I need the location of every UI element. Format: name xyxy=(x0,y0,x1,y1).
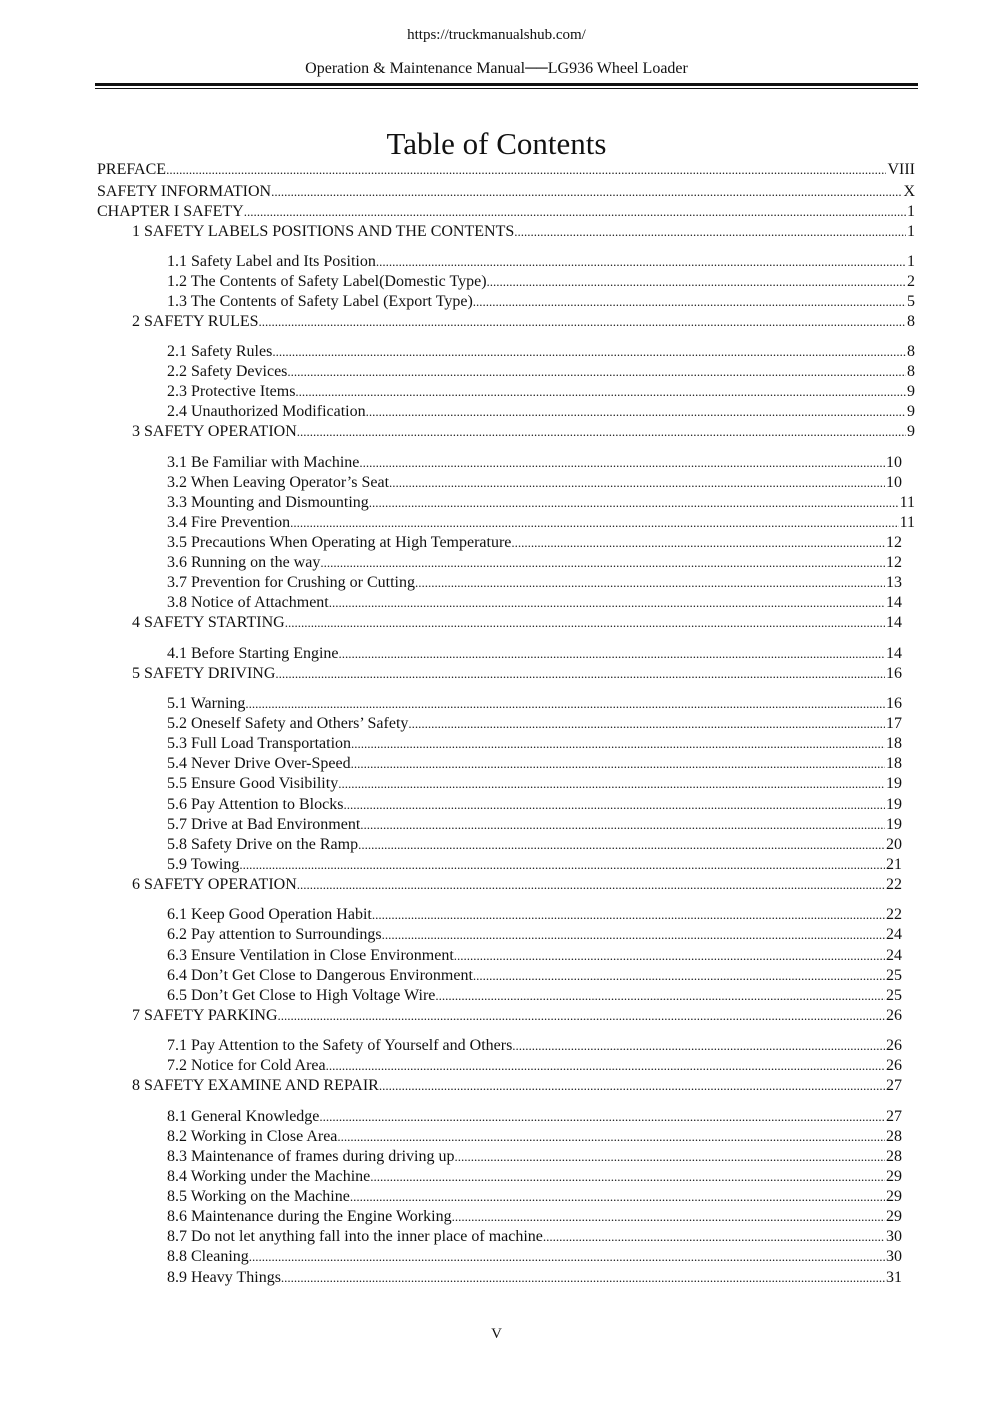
toc-entry: 1 SAFETY LABELS POSITIONS AND THE CONTENTS ..... 1 xyxy=(132,222,915,242)
toc-entry: PREFACE ..... VIII xyxy=(97,160,915,180)
toc-entry: 3.4 Fire Prevention ..... 11 xyxy=(167,513,915,533)
toc-entry: 8 SAFETY EXAMINE AND REPAIR ..... 27 xyxy=(132,1076,902,1096)
toc-entry: 6.2 Pay attention to Surroundings ..... 24 xyxy=(167,925,902,945)
toc-entry: 8.7 Do not let anything fall into the inner place of machine ..... 30 xyxy=(167,1227,902,1247)
toc-entry: 5.1 Warning ..... 16 xyxy=(167,694,902,714)
toc-entry: 5.4 Never Drive Over-Speed ..... 18 xyxy=(167,754,902,774)
toc-entry: 7 SAFETY PARKING ..... 26 xyxy=(132,1006,902,1026)
toc-entry: 8.8 Cleaning ..... 30 xyxy=(167,1247,902,1267)
toc-entry: 6.1 Keep Good Operation Habit ..... 22 xyxy=(167,905,902,925)
toc-entry: 3.7 Prevention for Crushing or Cutting ..... 13 xyxy=(167,573,902,593)
toc-entry: 8.9 Heavy Things ..... 31 xyxy=(167,1268,902,1288)
toc-entry: 1.3 The Contents of Safety Label (Export Type) ..... 5 xyxy=(167,292,915,312)
toc-entry: 1.2 The Contents of Safety Label(Domestic Type) ..... 2 xyxy=(167,272,915,292)
toc-entry: 2.1 Safety Rules ..... 8 xyxy=(167,342,915,362)
toc-entry: 3.5 Precautions When Operating at High Temperature ..... 12 xyxy=(167,533,902,553)
toc-entry: 2.4 Unauthorized Modification ..... 9 xyxy=(167,402,915,422)
toc-entry: 7.1 Pay Attention to the Safety of Yourself and Others ..... 26 xyxy=(167,1036,902,1056)
toc-entry: 3.1 Be Familiar with Machine ..... 10 xyxy=(167,453,902,473)
toc-entry: 6.4 Don’t Get Close to Dangerous Environment ..... 25 xyxy=(167,966,902,986)
toc-entry: 6.3 Ensure Ventilation in Close Environment ..... 24 xyxy=(167,946,902,966)
toc-entry: 8.2 Working in Close Area ..... 28 xyxy=(167,1127,902,1147)
toc-entry: 3.2 When Leaving Operator’s Seat ..... 10 xyxy=(167,473,902,493)
toc-entry: 3.8 Notice of Attachment ..... 14 xyxy=(167,593,902,613)
toc-entry: 6 SAFETY OPERATION ..... 22 xyxy=(132,875,902,895)
running-header: Operation & Maintenance Manual──LG936 Wheel Loader xyxy=(305,60,688,77)
toc-entry: 7.2 Notice for Cold Area ..... 26 xyxy=(167,1056,902,1076)
toc-entry: CHAPTER I SAFETY ..... 1 xyxy=(97,202,915,222)
toc-entry: 5.9 Towing ..... 21 xyxy=(167,855,902,875)
toc-entry: 8.5 Working on the Machine ..... 29 xyxy=(167,1187,902,1207)
page-title: Table of Contents xyxy=(386,126,607,161)
page-number: V xyxy=(491,1326,502,1342)
toc-entry: 5.6 Pay Attention to Blocks ..... 19 xyxy=(167,795,902,815)
toc-entry: 5 SAFETY DRIVING ..... 16 xyxy=(132,664,902,684)
toc-entry: 3.6 Running on the way ..... 12 xyxy=(167,553,902,573)
toc-entry: 4.1 Before Starting Engine ..... 14 xyxy=(167,644,902,664)
header-rule-thick xyxy=(95,83,918,86)
source-url: https://truckmanualshub.com/ xyxy=(407,27,586,43)
toc-entry: 6.5 Don’t Get Close to High Voltage Wire ..... 25 xyxy=(167,986,902,1006)
toc-entry: 8.6 Maintenance during the Engine Working ..... 29 xyxy=(167,1207,902,1227)
toc-entry: 4 SAFETY STARTING ..... 14 xyxy=(132,613,902,633)
toc-entry: 8.1 General Knowledge ..... 27 xyxy=(167,1107,902,1127)
toc-entry: 8.4 Working under the Machine ..... 29 xyxy=(167,1167,902,1187)
toc-entry: 1.1 Safety Label and Its Position ..... 1 xyxy=(167,252,915,272)
toc-entry: 5.3 Full Load Transportation ..... 18 xyxy=(167,734,902,754)
toc-entry: 5.7 Drive at Bad Environment ..... 19 xyxy=(167,815,902,835)
toc-entry: 2.2 Safety Devices ..... 8 xyxy=(167,362,915,382)
toc-entry: 3.3 Mounting and Dismounting ..... 11 xyxy=(167,493,915,513)
toc-entry: 5.2 Oneself Safety and Others’ Safety ..... 17 xyxy=(167,714,902,734)
toc-entry: 8.3 Maintenance of frames during driving up ..... 28 xyxy=(167,1147,902,1167)
toc-entry: 5.5 Ensure Good Visibility ..... 19 xyxy=(167,774,902,794)
toc-entry: SAFETY INFORMATION ..... X xyxy=(97,182,915,202)
toc-entry: 2 SAFETY RULES ..... 8 xyxy=(132,312,915,332)
toc-entry: 5.8 Safety Drive on the Ramp ..... 20 xyxy=(167,835,902,855)
header-rule-thin xyxy=(95,88,918,89)
toc-entry: 2.3 Protective Items ..... 9 xyxy=(167,382,915,402)
toc-entry: 3 SAFETY OPERATION ..... 9 xyxy=(132,422,915,442)
